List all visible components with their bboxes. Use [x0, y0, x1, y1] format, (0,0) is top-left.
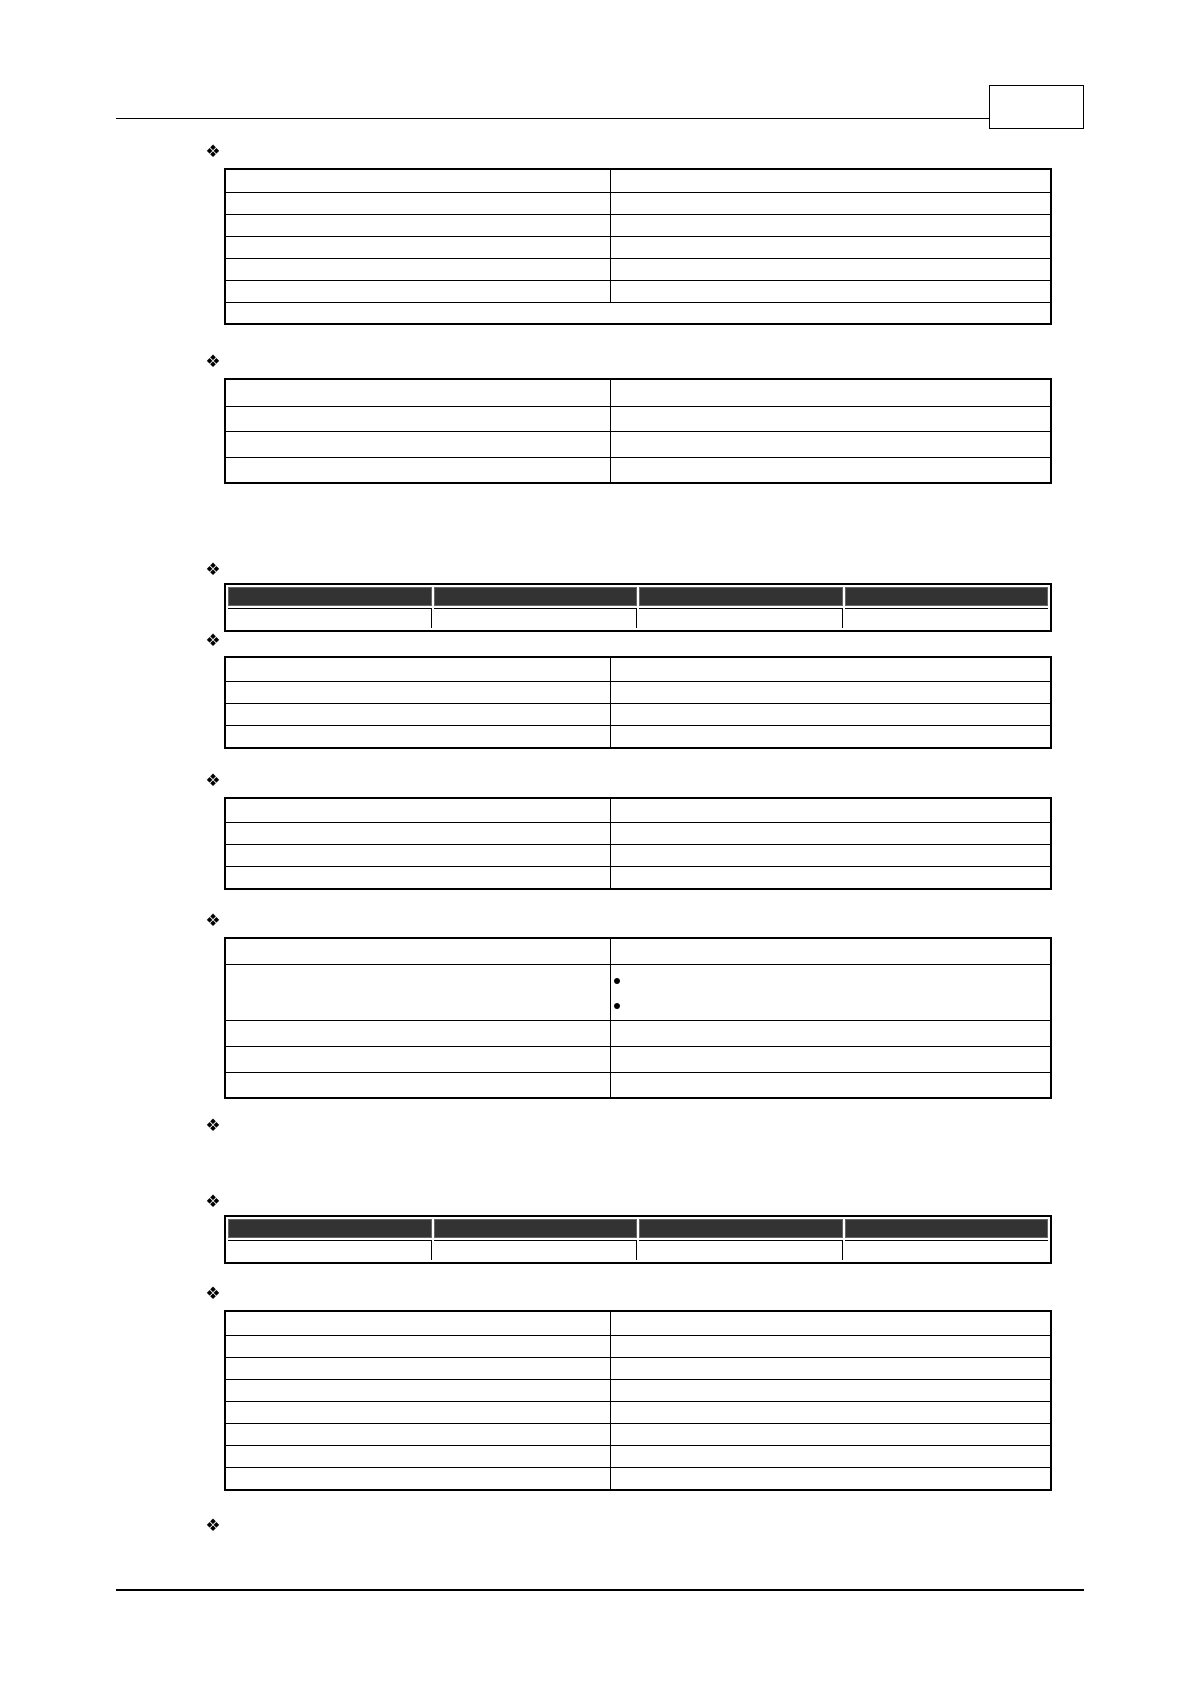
- section-bullet-icon: ❖: [205, 560, 221, 579]
- section-bullet-icon: ❖: [205, 1284, 221, 1303]
- table-row: [225, 1467, 1051, 1490]
- section-bullet-icon: ❖: [205, 142, 221, 161]
- table-section-5: [224, 797, 1052, 890]
- table-row: [225, 457, 1051, 483]
- table-row: [228, 608, 1048, 628]
- table-row: [225, 1379, 1051, 1401]
- table-row: [225, 703, 1051, 725]
- table-row: [225, 236, 1051, 258]
- table-section-6: [224, 937, 1052, 1099]
- table-row: [225, 681, 1051, 703]
- footer-rule: [116, 1589, 1084, 1591]
- table-row: [225, 214, 1051, 236]
- table-row: [225, 431, 1051, 457]
- table-row: [225, 657, 1051, 681]
- list-item: [614, 992, 1044, 1017]
- table-row: [225, 844, 1051, 866]
- table-row: [225, 379, 1051, 406]
- table-section-3: [224, 583, 1052, 632]
- section-bullet-icon: ❖: [205, 1516, 221, 1535]
- column-header: [228, 1219, 432, 1238]
- column-header: [639, 1219, 843, 1238]
- table-row: [225, 1046, 1051, 1072]
- table-section-9: [224, 1310, 1052, 1491]
- table-row: [225, 1423, 1051, 1445]
- table-section-1: [224, 168, 1052, 325]
- section-bullet-icon: ❖: [205, 911, 221, 930]
- column-header: [639, 587, 843, 606]
- section-bullet-icon: ❖: [205, 631, 221, 650]
- section-bullet-icon: ❖: [205, 352, 221, 371]
- table-header-row: [228, 587, 1048, 606]
- column-header: [845, 1219, 1049, 1238]
- table-row: [225, 1311, 1051, 1335]
- table-row: [225, 1335, 1051, 1357]
- table-row: [225, 822, 1051, 844]
- table-row: [225, 725, 1051, 748]
- table-row: [225, 280, 1051, 302]
- table-row: [225, 1020, 1051, 1046]
- table-row: [225, 1401, 1051, 1423]
- section-bullet-icon: ❖: [205, 1192, 221, 1211]
- column-header: [228, 587, 432, 606]
- table-header-row: [228, 1219, 1048, 1238]
- column-header: [845, 587, 1049, 606]
- table-row: [225, 1445, 1051, 1467]
- table-footer-row: [225, 302, 1051, 324]
- header-rule: [116, 118, 989, 119]
- table-row: [225, 964, 1051, 1020]
- bullet-dot-icon: [614, 978, 620, 984]
- table-row: [225, 798, 1051, 822]
- table-row: [225, 192, 1051, 214]
- table-section-4: [224, 656, 1052, 749]
- table-row: [228, 1240, 1048, 1260]
- table-row: [225, 1072, 1051, 1098]
- list-item: [614, 967, 1044, 992]
- table-row: [225, 1357, 1051, 1379]
- column-header: [434, 587, 638, 606]
- table-row: [225, 938, 1051, 964]
- table-row: [225, 258, 1051, 280]
- table-row: [225, 406, 1051, 431]
- table-row: [225, 866, 1051, 889]
- column-header: [434, 1219, 638, 1238]
- page-number-box: [989, 85, 1084, 129]
- table-section-2: [224, 378, 1052, 484]
- section-bullet-icon: ❖: [205, 771, 221, 790]
- table-row: [225, 169, 1051, 192]
- section-bullet-icon: ❖: [205, 1116, 221, 1135]
- bullet-dot-icon: [614, 1003, 620, 1009]
- table-section-8: [224, 1215, 1052, 1264]
